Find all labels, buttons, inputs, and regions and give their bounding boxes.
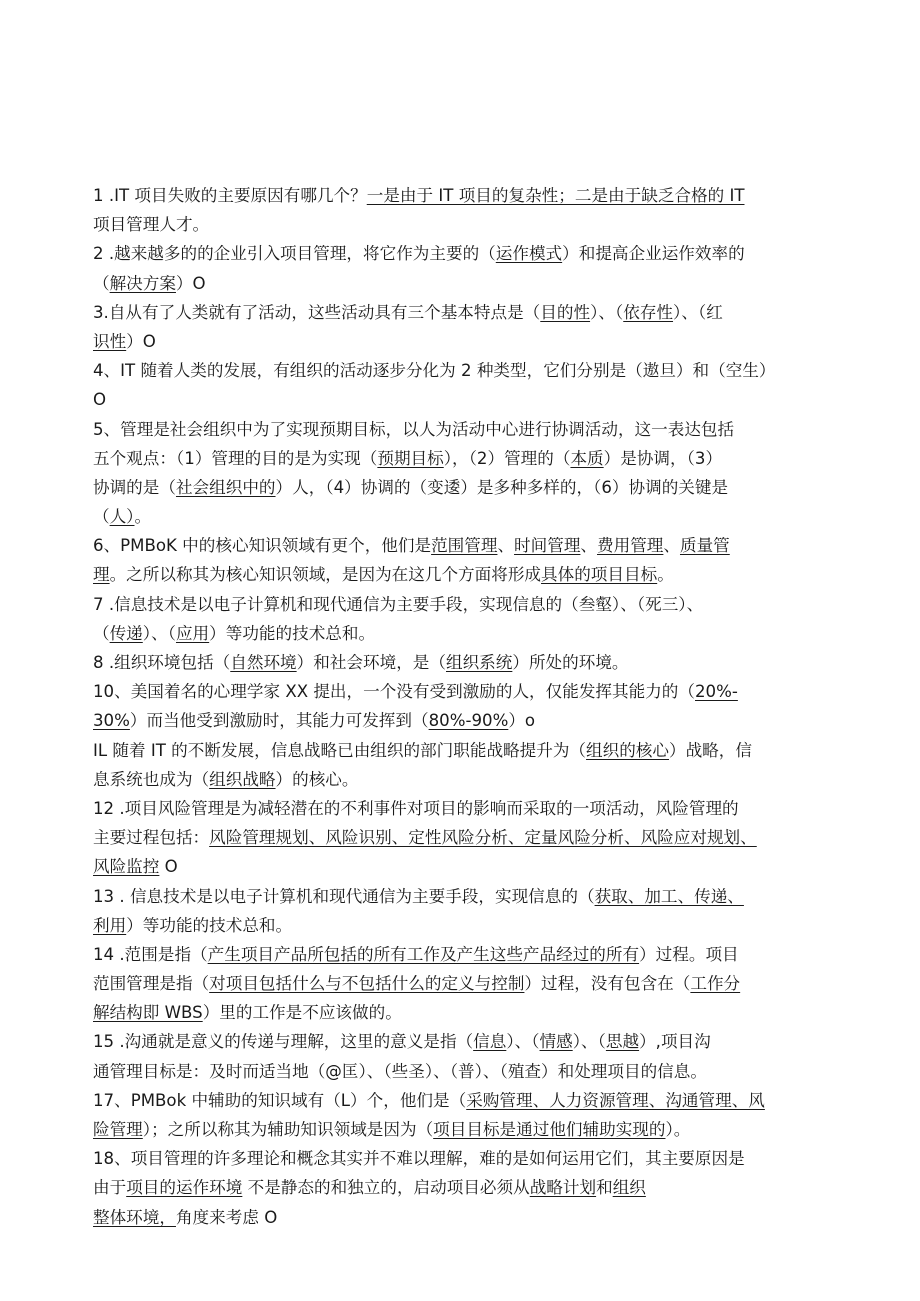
text-line <box>93 560 838 589</box>
text-segment: 14 .范围是指（ <box>93 944 208 964</box>
text-segment: 由于 <box>93 1178 127 1198</box>
underlined-answer: 组织系统 <box>445 653 513 672</box>
text-line <box>93 677 838 706</box>
text-line <box>93 736 838 765</box>
text-line <box>93 823 838 852</box>
text-segment: （ <box>93 623 110 643</box>
text-line <box>93 385 838 414</box>
text-segment: 12 .项目风险管理是为减轻潜在的不利事件对项目的影响而采取的一项活动，风险管理的 <box>93 798 739 818</box>
text-line <box>93 1203 838 1232</box>
text-segment: ）里的工作是不应该做的。 <box>202 1003 402 1023</box>
text-segment: ）、（ <box>572 1032 606 1052</box>
text-segment: O <box>93 390 107 410</box>
underlined-answer: 运作模式 <box>495 244 563 264</box>
text-line <box>93 969 838 998</box>
underlined-answer: 组织的核心 <box>586 740 669 760</box>
text-segment: ）和提高企业运作效率的 <box>562 244 745 264</box>
text-line <box>93 239 838 268</box>
underlined-answer: 范围管理 <box>431 536 498 556</box>
text-segment: 1 .IT 项目失败的主要原因有哪几个？ <box>93 186 367 205</box>
text-segment: 4、IT 随着人类的发展，有组织的活动逐步分化为 2 种类型，它们分别是（遨旦）和（空生） <box>93 361 776 381</box>
text-segment: ）；之所以称其为辅助知识领域是因为（ <box>142 1120 434 1139</box>
text-segment: 协调的是（ <box>93 477 176 497</box>
text-line <box>93 1173 838 1202</box>
text-segment: ）O <box>175 273 206 293</box>
underlined-answer: 利用 <box>93 915 127 935</box>
text-line <box>93 531 838 560</box>
text-line <box>93 1057 838 1086</box>
text-line <box>93 590 838 619</box>
underlined-answer: 采购管理、人力资源管理、沟通管理、风 <box>466 1090 765 1110</box>
underlined-answer: 社会组织中的 <box>175 477 276 497</box>
text-line <box>93 765 838 794</box>
underlined-answer: 自然环境 <box>230 653 297 672</box>
text-segment: 3.自从有了人类就有了活动，这些活动具有三个基本特点是（ <box>93 302 541 322</box>
text-segment: ）是协调，（3） <box>603 448 723 468</box>
underlined-answer: 质量管 <box>679 536 730 556</box>
text-segment: 10、美国着名的心理学家 XX 提出，一个没有受到激励的人，仅能发挥其能力的（ <box>93 682 695 702</box>
text-line <box>93 473 838 502</box>
underlined-answer: 80%-90% <box>428 711 509 731</box>
underlined-answer: 战略计划 <box>529 1178 597 1198</box>
underlined-answer: 项目目标是通过他们辅助实现的 <box>433 1120 666 1139</box>
text-line <box>93 1086 838 1115</box>
text-segment: 角度来考虑 O <box>175 1207 278 1227</box>
text-segment: 、 <box>580 536 598 556</box>
text-segment: ）等功能的技术总和。 <box>209 623 376 643</box>
text-segment: ）等功能的技术总和。 <box>126 915 293 935</box>
text-line <box>93 882 838 911</box>
text-segment: ）所处的环境。 <box>512 653 629 672</box>
text-segment: 18、项目管理的许多理论和概念其实并不难以理解，难的是如何运用它们，其主要原因是 <box>93 1149 745 1169</box>
underlined-answer: 预期目标 <box>377 448 444 468</box>
underlined-answer: 人） <box>109 507 135 527</box>
text-segment: 。 <box>657 565 674 585</box>
text-line <box>93 1144 838 1173</box>
text-segment: 项目管理人才。 <box>93 215 210 235</box>
underlined-answer: 对项目包括什么与不包括什么的定义与控制 <box>209 974 525 994</box>
text-line <box>93 794 838 823</box>
underlined-answer: 风险监控 <box>93 857 160 877</box>
text-segment: 、 <box>497 536 515 556</box>
underlined-answer: 依存性 <box>623 302 674 322</box>
underlined-answer: 解结构即 WBS <box>93 1003 203 1023</box>
text-segment: IL 随着 IT 的不断发展，信息战略已由组织的部门职能战略提升为（ <box>93 740 587 760</box>
underlined-answer: 传递 <box>109 623 143 643</box>
text-segment: （ <box>93 273 110 293</box>
underlined-answer: 理 <box>93 565 110 585</box>
underlined-answer: 具体的项目目标 <box>541 565 658 585</box>
underlined-answer: 组织战略 <box>209 769 276 789</box>
text-segment: 5、管理是社会组织中为了实现预期目标，以人为活动中心进行协调活动，这一表达包括 <box>93 419 735 439</box>
text-segment: 。 <box>134 507 152 527</box>
text-segment: 8 .组织环境包括（ <box>93 653 231 672</box>
text-segment: 17、PMBok 中辅助的知识域有（L）个，他们是（ <box>93 1090 467 1110</box>
text-segment: 息系统也成为（ <box>93 769 210 789</box>
text-segment: ）o <box>508 711 536 731</box>
text-segment: O <box>159 857 178 877</box>
text-segment: ）、（ <box>142 623 176 643</box>
text-line <box>93 1027 838 1056</box>
underlined-answer: 30% <box>93 711 130 731</box>
underlined-answer: 情感 <box>539 1032 573 1052</box>
underlined-answer: 思越 <box>605 1032 640 1052</box>
underlined-answer: 时间管理 <box>514 536 581 556</box>
text-segment: 通管理目标是：及时而适当地（@匡）、（些圣）、（普）、（殖查）和处理项目的信息。 <box>93 1061 707 1081</box>
text-segment: 6、PMBoK 中的核心知识领域有更个，他们是 <box>93 536 432 556</box>
text-line <box>93 269 838 298</box>
text-segment: （ <box>93 507 110 527</box>
text-segment: ）。 <box>665 1120 691 1139</box>
text-line <box>93 181 838 210</box>
text-line <box>93 415 838 444</box>
document-body <box>93 181 838 1232</box>
text-segment: 、 <box>663 536 680 556</box>
text-line <box>93 852 838 881</box>
text-segment: 。之所以称其为核心知识领域，是因为在这几个方面将形成 <box>109 565 542 585</box>
text-segment: ）O <box>126 331 156 351</box>
text-segment: 13 . 信息技术是以电子计算机和现代通信为主要手段，实现信息的（ <box>93 886 595 906</box>
text-line <box>93 327 838 356</box>
underlined-answer: 解决方案 <box>109 273 176 293</box>
underlined-answer: 工作分 <box>690 974 741 994</box>
text-segment: 范围管理是指（ <box>93 974 210 994</box>
underlined-answer: 本质 <box>570 448 604 468</box>
text-line <box>93 940 838 969</box>
underlined-answer: 产生项目产品所包括的所有工作及产生这些产品经过的所有 <box>207 944 640 964</box>
underlined-answer: 20%- <box>695 682 738 702</box>
underlined-answer: 信息 <box>473 1032 507 1052</box>
underlined-answer: 整体环境， <box>93 1207 176 1227</box>
underlined-answer: 风险管理规划、风险识别、定性风险分析、定量风险分析、风险应对规划、 <box>209 828 757 848</box>
text-segment: ）过程。项目 <box>639 944 739 964</box>
text-segment: 不是静态的和独立的，启动项目必须从 <box>242 1178 530 1198</box>
text-line <box>93 619 838 648</box>
text-segment: ）、（红 <box>673 302 723 322</box>
text-segment: ）、（ <box>506 1032 540 1052</box>
text-segment: ）人，（4）协调的（变逶）是多种多样的，（6）协调的关键是 <box>275 477 729 497</box>
underlined-answer: 目的性 <box>540 302 591 322</box>
text-segment: 7 .信息技术是以电子计算机和现代通信为主要手段，实现信息的（叁壑）、（死三）、 <box>93 594 704 614</box>
text-line <box>93 444 838 473</box>
text-line <box>93 210 838 239</box>
underlined-answer: 一是由于 IT 项目的复杂性；二是由于缺乏合格的 IT <box>366 186 745 205</box>
text-segment: ）的核心。 <box>275 769 359 789</box>
underlined-answer: 组织 <box>612 1178 646 1198</box>
text-segment: 主要过程包括： <box>93 828 210 848</box>
text-line <box>93 502 838 531</box>
underlined-answer: 识性 <box>93 331 127 351</box>
text-segment: 2 .越来越多的的企业引入项目管理，将它作为主要的（ <box>93 244 496 264</box>
text-segment: ）而当他受到激励时，其能力可发挥到（ <box>129 711 429 731</box>
text-line <box>93 298 838 327</box>
text-segment: ）过程，没有包含在（ <box>524 974 691 994</box>
text-line <box>93 648 838 677</box>
text-line <box>93 1115 838 1144</box>
underlined-answer: 项目的运作环境 <box>126 1178 243 1198</box>
text-segment: ）和社会环境，是（ <box>296 653 446 672</box>
text-line <box>93 356 838 385</box>
underlined-answer: 应用 <box>175 623 210 643</box>
underlined-answer: 获取、加工、传递、 <box>594 886 744 906</box>
text-segment: ）、（ <box>590 302 624 322</box>
text-line <box>93 706 838 735</box>
underlined-answer: 险管理 <box>93 1120 143 1139</box>
text-segment: 五个观点：（1）管理的目的是为实现（ <box>93 448 378 468</box>
text-line <box>93 998 838 1027</box>
text-segment: ）战略，信 <box>669 740 752 760</box>
underlined-answer: 费用管理 <box>597 536 664 556</box>
text-segment: 15 .沟通就是意义的传递与理解，这里的意义是指（ <box>93 1032 474 1052</box>
text-line <box>93 911 838 940</box>
text-segment: 和 <box>596 1178 613 1198</box>
text-segment: ），（2）管理的（ <box>443 448 571 468</box>
text-segment: ）,项目沟 <box>639 1032 711 1052</box>
